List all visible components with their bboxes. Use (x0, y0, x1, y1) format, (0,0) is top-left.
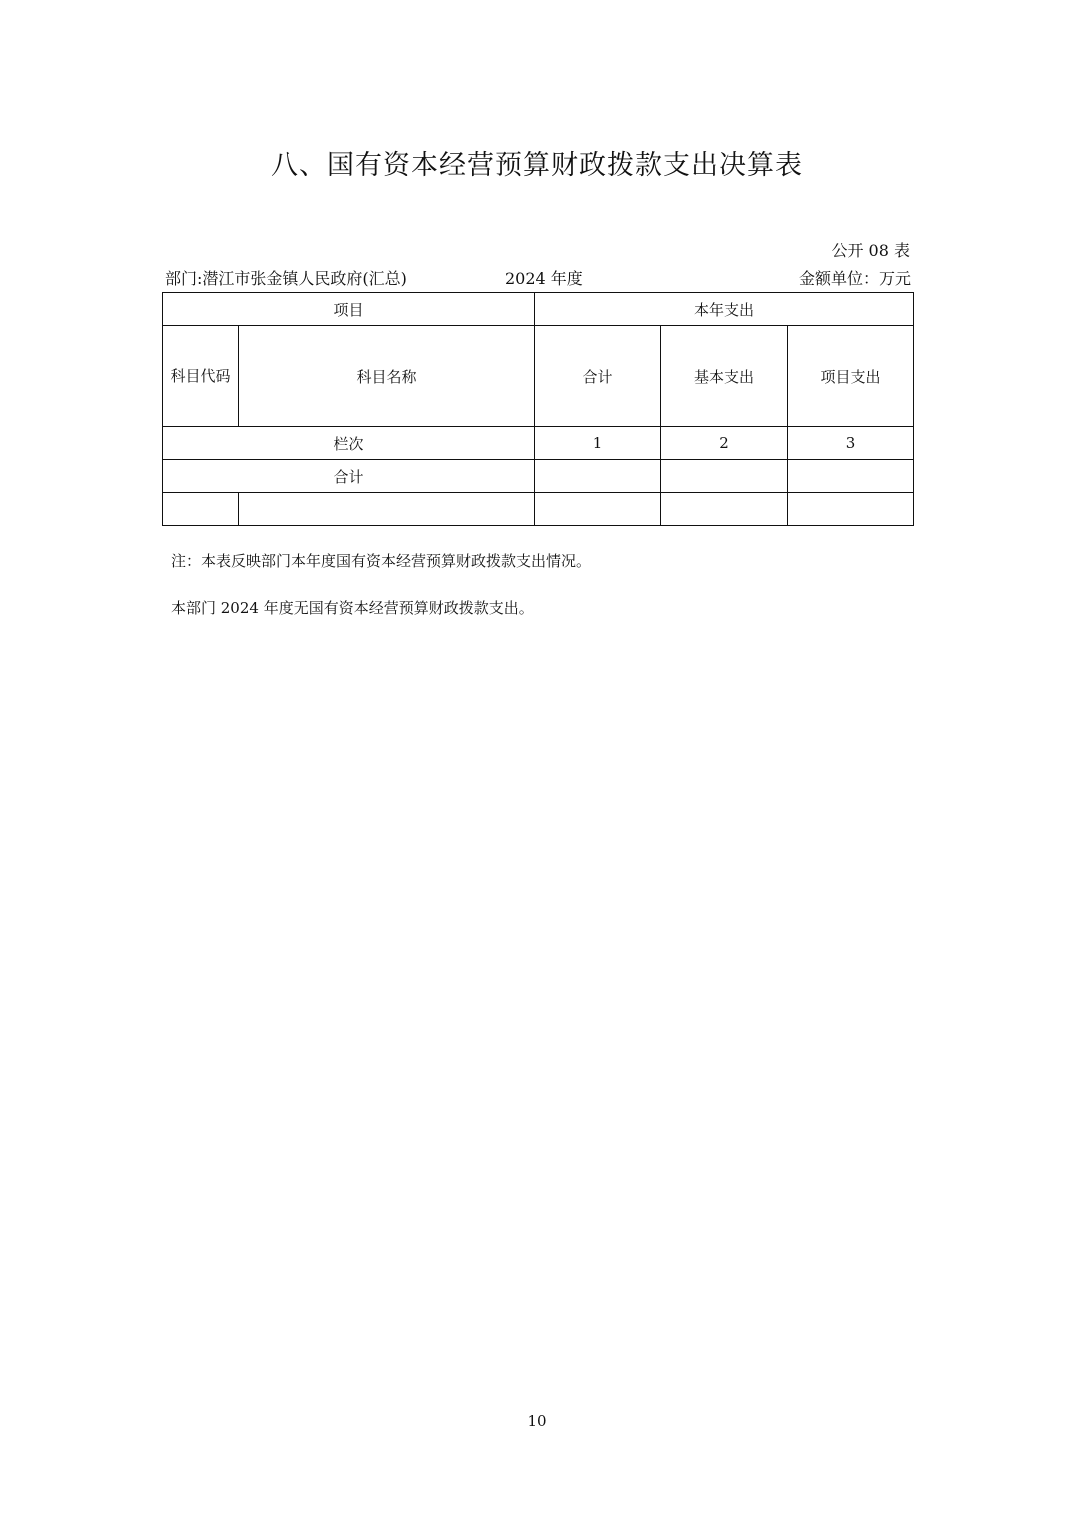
department-label: 部门:潜江市张金镇人民政府(汇总) (165, 269, 407, 288)
total-row-label: 合计 (163, 460, 535, 493)
header-basic-expenditure: 基本支出 (661, 326, 788, 427)
header-subject-name: 科目名称 (239, 326, 535, 427)
empty-cell (535, 493, 661, 526)
empty-cell (163, 493, 239, 526)
column-number-row (163, 427, 914, 460)
column-number: 3 (788, 427, 914, 460)
header-total: 合计 (535, 326, 661, 427)
table-header-row (163, 293, 914, 326)
table-note: 注：本表反映部门本年度国有资本经营预算财政拨款支出情况。 (171, 552, 592, 570)
empty-cell (661, 493, 788, 526)
basic-value-cell (661, 460, 788, 493)
header-subject-code: 科目代码 (163, 326, 239, 427)
page-title: 八、国有资本经营预算财政拨款支出决算表 (271, 150, 803, 181)
header-project-expenditure: 项目支出 (788, 326, 914, 427)
no-expenditure-statement: 本部门 2024 年度无国有资本经营预算财政拨款支出。 (171, 599, 534, 617)
form-number: 公开 08 表 (831, 241, 910, 260)
empty-cell (788, 493, 914, 526)
column-number: 1 (535, 427, 661, 460)
project-value-cell (788, 460, 914, 493)
empty-cell (239, 493, 535, 526)
column-number: 2 (661, 427, 788, 460)
total-value-cell (535, 460, 661, 493)
expenditure-table (162, 292, 914, 526)
header-project: 项目 (163, 293, 535, 326)
fiscal-year-label: 2024 年度 (505, 269, 583, 288)
page-number: 10 (527, 1412, 547, 1430)
table-subheader-row (163, 326, 914, 427)
total-row (163, 460, 914, 493)
column-number-label: 栏次 (163, 427, 535, 460)
table-meta (165, 266, 911, 288)
amount-unit-label: 金额单位：万元 (798, 269, 911, 288)
table-row (163, 493, 914, 526)
header-current-year: 本年支出 (535, 293, 914, 326)
